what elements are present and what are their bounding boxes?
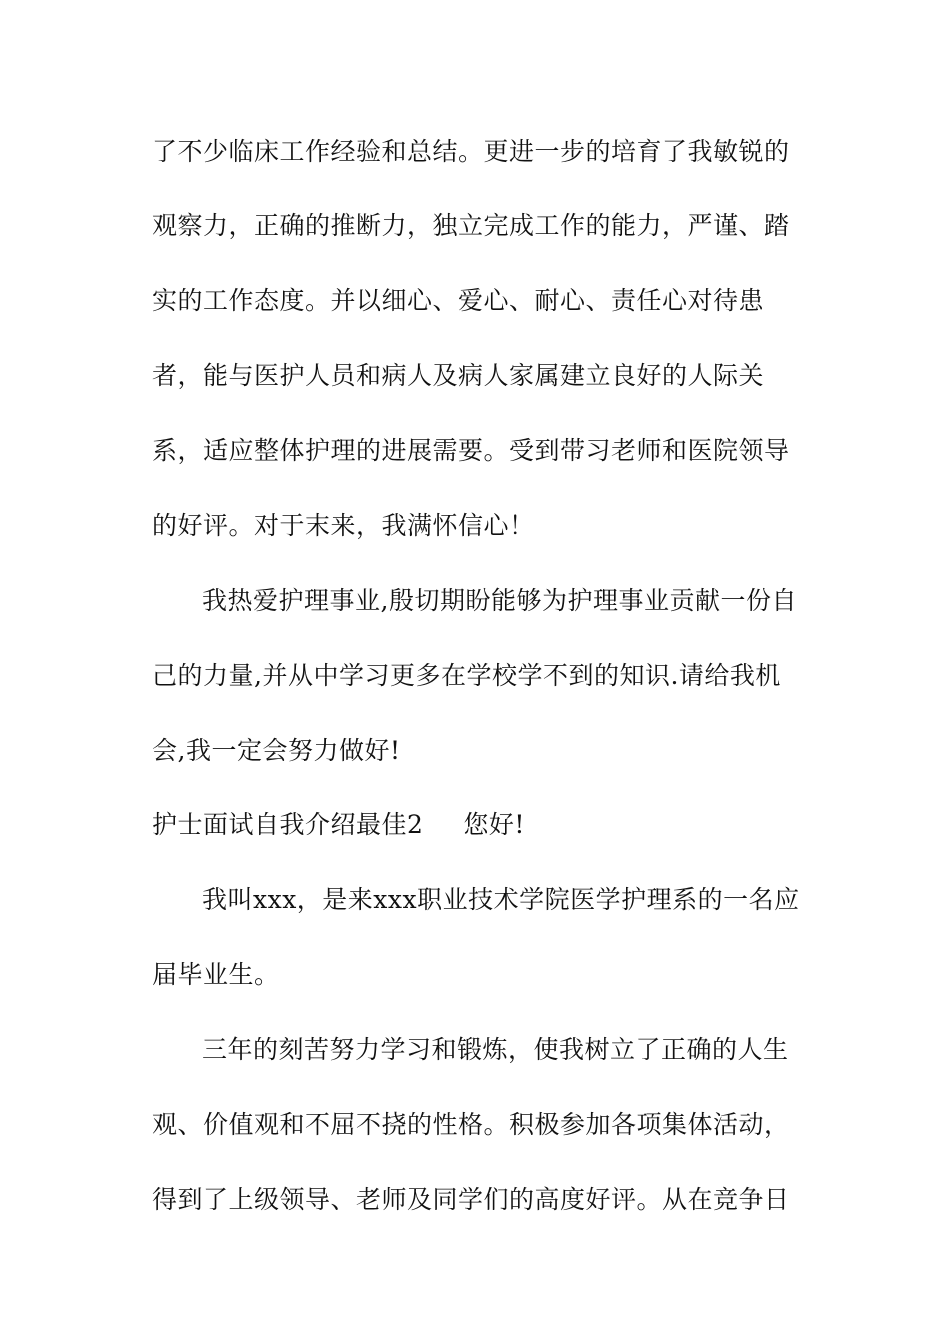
paragraph-line: 系，适应整体护理的进展需要。受到带习老师和医院领导	[152, 436, 790, 465]
paragraph-line: 观、价值观和不屈不挠的性格。积极参加各项集体活动，	[152, 1110, 790, 1139]
paragraph-line: 我热爱护理事业,殷切期盼能够为护理事业贡献一份自	[202, 586, 797, 615]
paragraph-line: 我叫xxx，是来xxx职业技术学院医学护理系的一名应	[202, 885, 800, 914]
paragraph-line: 者，能与医护人员和病人及病人家属建立良好的人际关	[152, 361, 765, 390]
paragraph-line: 实的工作态度。并以细心、爱心、耐心、责任心对待患	[152, 286, 765, 315]
paragraph-line: 的好评。对于末来，我满怀信心！	[152, 511, 535, 540]
paragraph-line: 得到了上级领导、老师及同学们的高度好评。从在竞争日	[152, 1185, 790, 1214]
section-title: 护士面试自我介绍最佳2	[152, 810, 424, 839]
section-heading	[152, 810, 812, 840]
paragraph-line: 三年的刻苦努力学习和锻炼，使我树立了正确的人生	[202, 1035, 789, 1064]
greeting: 您好!	[463, 810, 525, 839]
paragraph-line: 观察力，正确的推断力，独立完成工作的能力，严谨、踏	[152, 211, 790, 240]
paragraph-line: 会,我一定会努力做好!	[152, 736, 401, 765]
paragraph-line: 届毕业生。	[152, 960, 280, 989]
paragraph-line: 了不少临床工作经验和总结。更进一步的培育了我敏锐的	[152, 137, 790, 166]
paragraph-line: 己的力量,并从中学习更多在学校学不到的知识.请给我机	[152, 661, 781, 690]
